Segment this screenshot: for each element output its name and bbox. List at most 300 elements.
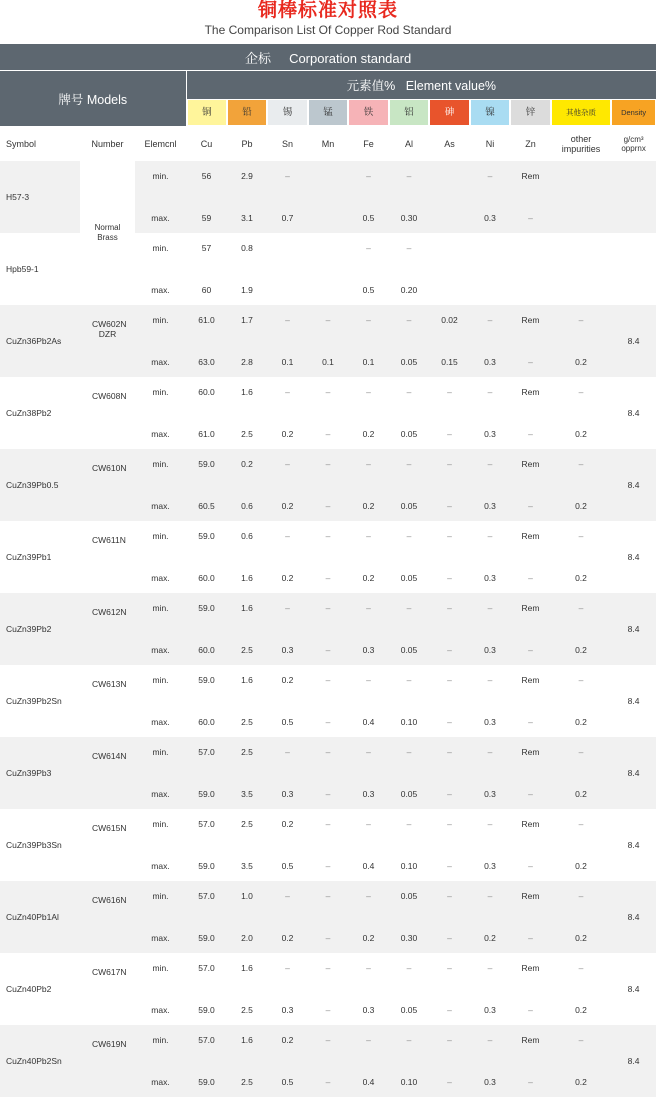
- cell-value: 59.0: [186, 773, 227, 809]
- cell-value: –: [578, 963, 584, 973]
- cell-value: 57.0: [198, 819, 215, 829]
- cell-density: 8.4: [627, 552, 640, 562]
- cell-number: CW613N: [92, 679, 127, 689]
- cell-value: 0.2: [267, 1025, 308, 1061]
- cell-value: 59.0: [198, 861, 215, 871]
- col-as: As: [444, 138, 455, 149]
- cell-bound: min.: [135, 881, 186, 917]
- cell-value: [551, 269, 611, 305]
- cell-value: 0.2: [227, 449, 267, 485]
- cell-value: 0.10: [389, 1061, 429, 1097]
- cell-density: 8.4: [611, 593, 656, 665]
- cell-value: 0.6: [241, 531, 253, 541]
- cell-value: 63.0: [186, 341, 227, 377]
- cell-value: [429, 161, 470, 197]
- cell-value: 0.5: [348, 197, 389, 233]
- cell-value: 59: [186, 197, 227, 233]
- cell-symbol: CuZn39Pb1: [6, 552, 52, 562]
- cell-number: CW616N: [80, 881, 135, 953]
- element-chip: [348, 99, 389, 126]
- cell-value: 59.0: [186, 917, 227, 953]
- cell-value: 0.2: [551, 341, 611, 377]
- cell-bound: max.: [135, 1061, 186, 1097]
- table-row: [0, 305, 656, 341]
- cell-bound: min.: [135, 593, 186, 629]
- cell-value: 0.2: [575, 429, 587, 439]
- element-header-row: [0, 71, 656, 100]
- cell-value: 3.5: [227, 773, 267, 809]
- cell-value: –: [325, 861, 331, 871]
- col-al: Al: [404, 138, 413, 149]
- cell-value: Rem: [510, 881, 551, 917]
- cell-bound: min.: [152, 387, 169, 397]
- cell-density: 8.4: [611, 449, 656, 521]
- cell-value: 1.6: [241, 387, 253, 397]
- cell-value: 0.2: [348, 485, 389, 521]
- cell-value: –: [366, 531, 371, 541]
- cell-value: 0.2: [551, 917, 611, 953]
- element-chip: [510, 99, 551, 126]
- cell-value: –: [578, 387, 584, 397]
- cell-value: 0.2: [267, 485, 308, 521]
- cell-value: –: [429, 1025, 470, 1061]
- cell-value: 0.8: [241, 243, 253, 253]
- cell-value: 0.2: [551, 1061, 611, 1097]
- cell-bound: min.: [152, 243, 169, 253]
- table-row: [0, 377, 656, 413]
- cell-value: 0.3: [484, 717, 496, 727]
- cell-value: –: [429, 629, 470, 665]
- table-body: [0, 44, 656, 1097]
- cell-density: [611, 161, 656, 233]
- cell-symbol: CuZn40Pb2: [6, 984, 52, 994]
- cell-bound: max.: [135, 197, 186, 233]
- cell-value: –: [285, 963, 290, 973]
- cell-value: Rem: [510, 305, 551, 341]
- cell-value: –: [406, 675, 412, 685]
- cell-value: 2.5: [227, 737, 267, 773]
- cell-value: –: [429, 881, 470, 917]
- cell-value: –: [447, 573, 452, 583]
- cell-value: 0.10: [400, 861, 418, 871]
- cell-value: 0.05: [400, 429, 418, 439]
- cell-bound: min.: [152, 963, 169, 973]
- cell-value: 0.20: [400, 285, 418, 295]
- cell-value: –: [366, 963, 371, 973]
- col-density-unit: g/cm³: [623, 134, 644, 144]
- cell-value: 57: [201, 243, 212, 253]
- cell-value: –: [308, 737, 348, 773]
- cell-value: 0.5: [267, 1061, 308, 1097]
- cell-value: –: [406, 819, 412, 829]
- cell-value: 2.5: [241, 819, 253, 829]
- cell-value: –: [487, 387, 493, 397]
- cell-value: 0.3: [348, 773, 389, 809]
- cell-density: 8.4: [627, 696, 640, 706]
- cell-bound: min.: [135, 305, 186, 341]
- table-row: [0, 881, 656, 917]
- cell-symbol: CuZn39Pb2Sn: [6, 696, 62, 706]
- cell-value: [308, 161, 348, 197]
- cell-value: –: [429, 773, 470, 809]
- cell-value: [429, 197, 470, 233]
- cell-value: Rem: [510, 737, 551, 773]
- cell-symbol: Hpb59-1: [6, 264, 39, 274]
- cell-value: [308, 197, 348, 233]
- cell-value: –: [551, 593, 611, 629]
- element-chip: [227, 99, 267, 126]
- col-number: Number: [91, 138, 124, 149]
- cell-value: Rem: [521, 963, 540, 973]
- cell-number: CW614N: [80, 737, 135, 809]
- cell-value: 61.0: [186, 305, 227, 341]
- cell-value: –: [551, 449, 611, 485]
- cell-value: –: [308, 449, 348, 485]
- cell-value: –: [389, 449, 429, 485]
- cell-value: –: [389, 161, 429, 197]
- cell-value: 60.5: [186, 485, 227, 521]
- cell-density: 8.4: [611, 881, 656, 953]
- cell-value: 0.3: [267, 773, 308, 809]
- cell-value: Rem: [510, 449, 551, 485]
- cell-value: 0.3: [362, 1005, 375, 1015]
- cell-value: –: [308, 593, 348, 629]
- cell-value: –: [510, 1061, 551, 1097]
- cell-value: 0.2: [575, 1005, 587, 1015]
- element-chip-label: 其他杂质: [552, 100, 610, 125]
- element-chip: [186, 99, 227, 126]
- cell-value: 59.0: [186, 593, 227, 629]
- cell-bound: max.: [151, 285, 170, 295]
- cell-value: –: [325, 429, 331, 439]
- cell-value: [551, 233, 611, 269]
- cell-symbol: CuZn39Pb3Sn: [6, 840, 62, 850]
- cell-value: –: [325, 819, 331, 829]
- cell-value: 0.2: [281, 429, 294, 439]
- cell-value: –: [366, 675, 371, 685]
- cell-value: –: [470, 737, 510, 773]
- cell-value: 0.1: [267, 341, 308, 377]
- cell-bound: min.: [135, 161, 186, 197]
- table-row: [0, 593, 656, 629]
- corp-label-cn: 企标: [244, 50, 271, 66]
- element-chip-label: 镍: [471, 100, 509, 125]
- cell-value: [551, 197, 611, 233]
- page-title-en: The Comparison List Of Copper Rod Standard: [204, 23, 452, 37]
- cell-value: [267, 233, 308, 269]
- element-chip-label: 砷: [430, 100, 469, 125]
- cell-value: Rem: [521, 675, 540, 685]
- cell-value: 0.3: [281, 1005, 294, 1015]
- cell-value: 60.0: [186, 629, 227, 665]
- cell-value: –: [308, 485, 348, 521]
- table-row: [0, 521, 656, 557]
- cell-bound: max.: [151, 573, 170, 583]
- cell-value: 0.2: [575, 717, 587, 727]
- cell-value: 0.2: [551, 773, 611, 809]
- col-zn: Zn: [525, 138, 536, 149]
- table-row: [0, 953, 656, 989]
- cell-value: 60.0: [198, 387, 215, 397]
- cell-value: 0.2: [470, 917, 510, 953]
- cell-value: –: [429, 449, 470, 485]
- cell-value: –: [308, 305, 348, 341]
- element-chip-label: 铝: [390, 100, 428, 125]
- cell-value: –: [325, 387, 331, 397]
- col-cu: Cu: [200, 138, 213, 149]
- cell-value: –: [308, 629, 348, 665]
- cell-value: –: [308, 1025, 348, 1061]
- cell-value: 0.05: [400, 1005, 418, 1015]
- cell-value: –: [447, 1005, 452, 1015]
- element-chip: [389, 99, 429, 126]
- cell-bound: max.: [135, 773, 186, 809]
- cell-value: –: [487, 963, 493, 973]
- cell-symbol: CuZn40Pb1Al: [0, 881, 80, 953]
- cell-value: –: [267, 449, 308, 485]
- cell-value: 0.2: [348, 917, 389, 953]
- cell-symbol: CuZn39Pb0.5: [0, 449, 80, 521]
- cell-value: –: [348, 161, 389, 197]
- cell-value: –: [308, 881, 348, 917]
- cell-value: 0.05: [389, 773, 429, 809]
- cell-value: –: [267, 593, 308, 629]
- element-chip: [611, 99, 656, 126]
- cell-value: 0.3: [484, 429, 496, 439]
- cell-value: –: [325, 963, 331, 973]
- cell-number: CW612N: [80, 593, 135, 665]
- cell-value: –: [308, 1061, 348, 1097]
- cell-value: –: [447, 675, 452, 685]
- cell-value: –: [528, 1005, 533, 1015]
- cell-value: 1.9: [241, 285, 253, 295]
- cell-value: –: [389, 305, 429, 341]
- cell-value: 0.3: [348, 629, 389, 665]
- element-chip: [267, 99, 308, 126]
- cell-value: –: [510, 773, 551, 809]
- cell-value: 0.3: [470, 485, 510, 521]
- cell-symbol: CuZn40Pb2Sn: [0, 1025, 80, 1097]
- cell-value: 0.2: [281, 675, 294, 685]
- table-row: [0, 737, 656, 773]
- table-row: [0, 809, 656, 845]
- cell-value: –: [267, 737, 308, 773]
- cell-number: CW610N: [80, 449, 135, 521]
- cell-value: –: [470, 593, 510, 629]
- cell-value: 0.2: [362, 429, 375, 439]
- cell-symbol: CuZn36Pb2As: [0, 305, 80, 377]
- col-mn: Mn: [321, 138, 335, 149]
- cell-value: 0.15: [429, 341, 470, 377]
- cell-value: –: [578, 675, 584, 685]
- cell-value: –: [366, 387, 371, 397]
- cell-bound: max.: [135, 917, 186, 953]
- col-symbol: Symbol: [6, 138, 37, 149]
- cell-number: CW617N: [92, 967, 127, 977]
- cell-value: 59.0: [186, 1061, 227, 1097]
- cell-value: 0.3: [484, 1005, 496, 1015]
- cell-value: –: [429, 917, 470, 953]
- cell-value: Rem: [521, 819, 540, 829]
- cell-value: 60.0: [198, 573, 215, 583]
- cell-value: 0.05: [389, 341, 429, 377]
- cell-value: 56: [186, 161, 227, 197]
- cell-value: 0.5: [281, 717, 294, 727]
- cell-value: 2.9: [227, 161, 267, 197]
- cell-value: –: [348, 305, 389, 341]
- cell-value: 0.05: [400, 573, 418, 583]
- cell-value: –: [447, 861, 452, 871]
- cell-value: –: [429, 1061, 470, 1097]
- cell-value: 1.6: [241, 675, 253, 685]
- cell-symbol: CuZn39Pb3: [0, 737, 80, 809]
- cell-value: –: [528, 573, 533, 583]
- models-header: 牌号 Models: [0, 71, 186, 127]
- cell-value: 0.2: [575, 861, 587, 871]
- table-row: [0, 665, 656, 701]
- cell-value: –: [487, 675, 493, 685]
- cell-value: –: [470, 1025, 510, 1061]
- cell-number: CW608N: [92, 391, 127, 401]
- element-chip-label: 锡: [268, 100, 307, 125]
- cell-value: –: [429, 593, 470, 629]
- corp-header: [0, 44, 656, 71]
- cell-value: –: [348, 593, 389, 629]
- cell-value: 3.1: [227, 197, 267, 233]
- cell-value: –: [470, 881, 510, 917]
- cell-value: –: [429, 485, 470, 521]
- cell-value: –: [285, 387, 290, 397]
- cell-value: –: [528, 429, 533, 439]
- element-chip-label: 锌: [511, 100, 550, 125]
- cell-bound: max.: [135, 485, 186, 521]
- cell-density: 8.4: [611, 737, 656, 809]
- cell-value: –: [406, 963, 412, 973]
- cell-value: 0.3: [484, 573, 496, 583]
- cell-density: 8.4: [627, 408, 640, 418]
- cell-value: [267, 269, 308, 305]
- table-row: [0, 1025, 656, 1061]
- cell-value: –: [487, 531, 493, 541]
- cell-value: –: [447, 819, 452, 829]
- cell-value: –: [470, 305, 510, 341]
- col-density-approx: opprnx: [621, 143, 646, 153]
- cell-value: 0.2: [267, 917, 308, 953]
- cell-value: –: [510, 629, 551, 665]
- cell-value: –: [447, 717, 452, 727]
- cell-value: 61.0: [198, 429, 215, 439]
- cell-number: CW615N: [92, 823, 127, 833]
- cell-value: –: [429, 737, 470, 773]
- cell-value: Rem: [510, 593, 551, 629]
- cell-value: 57.0: [186, 1025, 227, 1061]
- cell-value: –: [348, 1025, 389, 1061]
- col-ni: Ni: [485, 138, 495, 149]
- cell-value: –: [366, 243, 371, 253]
- cell-value: 0.6: [227, 485, 267, 521]
- cell-value: [429, 233, 470, 269]
- cell-value: –: [285, 531, 290, 541]
- cell-value: 0.30: [389, 197, 429, 233]
- cell-symbol: CuZn39Pb2: [0, 593, 80, 665]
- cell-value: –: [510, 341, 551, 377]
- cell-value: –: [510, 917, 551, 953]
- cell-value: 0.7: [267, 197, 308, 233]
- cell-value: 1.7: [227, 305, 267, 341]
- cell-bound: min.: [152, 819, 169, 829]
- cell-value: 0.2: [551, 629, 611, 665]
- cell-value: –: [308, 917, 348, 953]
- element-chip-label: Density: [612, 100, 655, 125]
- cell-value: 0.05: [389, 629, 429, 665]
- cell-value: 0.3: [470, 629, 510, 665]
- col-other: other impurities: [561, 133, 601, 154]
- cell-number: CW619N: [80, 1025, 135, 1097]
- cell-density: 8.4: [627, 840, 640, 850]
- cell-value: –: [510, 485, 551, 521]
- cell-value: –: [267, 161, 308, 197]
- cell-value: 2.5: [227, 1061, 267, 1097]
- cell-value: –: [406, 387, 412, 397]
- cell-density: 8.4: [611, 305, 656, 377]
- cell-value: 0.2: [281, 819, 294, 829]
- cell-value: 57.0: [186, 881, 227, 917]
- element-chip: [429, 99, 470, 126]
- cell-value: 1.0: [227, 881, 267, 917]
- cell-value: –: [348, 737, 389, 773]
- cell-bound: min.: [135, 449, 186, 485]
- cell-value: 1.6: [241, 573, 253, 583]
- cell-bound: max.: [151, 429, 170, 439]
- cell-value: 1.6: [227, 1025, 267, 1061]
- cell-value: Rem: [510, 161, 551, 197]
- cell-value: –: [551, 305, 611, 341]
- cell-bound: max.: [151, 861, 170, 871]
- cell-value: 0.30: [389, 917, 429, 953]
- cell-value: 59.0: [198, 1005, 215, 1015]
- cell-value: 59.0: [186, 449, 227, 485]
- cell-number: Normal Brass: [80, 161, 135, 305]
- cell-value: –: [325, 573, 331, 583]
- col-fe: Fe: [363, 138, 374, 149]
- cell-value: 0.4: [362, 717, 375, 727]
- cell-number: CW602N DZR: [80, 305, 135, 377]
- cell-value: –: [510, 197, 551, 233]
- cell-value: 0.05: [389, 881, 429, 917]
- cell-value: 2.5: [241, 717, 253, 727]
- cell-value: –: [308, 773, 348, 809]
- cell-value: –: [447, 387, 452, 397]
- cell-value: 60.0: [198, 717, 215, 727]
- cell-value: [308, 269, 348, 305]
- cell-value: 57.0: [198, 963, 215, 973]
- cell-bound: min.: [135, 1025, 186, 1061]
- cell-value: 0.2: [551, 485, 611, 521]
- cell-value: 2.0: [227, 917, 267, 953]
- col-sn: Sn: [281, 138, 293, 149]
- cell-number: CW611N: [92, 535, 126, 545]
- cell-value: Rem: [510, 1025, 551, 1061]
- cell-value: –: [267, 305, 308, 341]
- cell-value: –: [406, 531, 412, 541]
- cell-value: [470, 233, 510, 269]
- element-chip: [308, 99, 348, 126]
- cell-value: 1.6: [227, 593, 267, 629]
- element-chip-label: 铁: [349, 100, 388, 125]
- cell-value: 60: [201, 285, 212, 295]
- cell-value: [308, 233, 348, 269]
- cell-value: –: [389, 737, 429, 773]
